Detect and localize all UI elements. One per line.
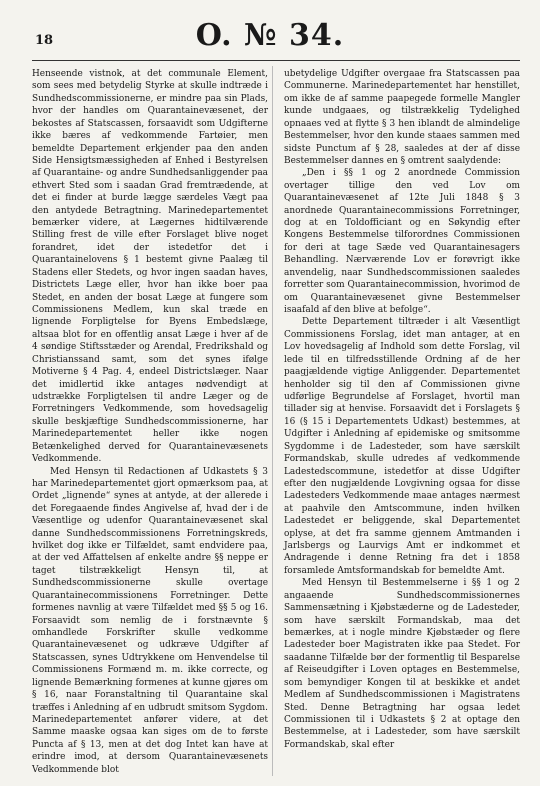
header-rule xyxy=(32,60,520,61)
paragraph: ubetydelige Udgifter overgaae fra Statscassen paa Communerne. Marinedepartementet har henstillet, om ikke de af samme paapegede formelle Mangler kunde undgaaes, og tilstrækkelig Tydelighed opnaaes ved at flytte § 3 hen iblandt de almindelige Bestemmelser, hvor den kunde staaes sammen med sidste Punctum af § 28, saaledes at der af disse Bestemmelser dannes en § omtrent saalydende: xyxy=(284,69,520,166)
page-heading: O. № 34. xyxy=(195,18,345,53)
column-divider xyxy=(272,66,273,776)
paragraph: Med Hensyn til Bestemmelserne i §§ 1 og 2 angaaende Sundhedscommissionernes Sammensætning i Kjøbstæderne og de Ladesteder, som have særskilt Formandskab, maa det bemærkes, at i nogle mindre Kjøbstæder og flere Ladesteder boer Magistraten ikke paa Stedet. For saadanne Tilfælde bør der formentlig til Besparelse af Reiseudgifter i Loven optages en Bestemmelse, som bemyndiger Kongen til at beskikke et andet Medlem af Sundhedscommissionen i Magistratens Sted. Denne Betragtning har ogsaa ledet Commissionen til i Udkastets § 2 at optage den Bestemmelse, at i Ladesteder, som have særskilt Formandskab, skal efter xyxy=(284,578,520,750)
paragraph: Med Hensyn til Redactionen af Udkastets § 3 har Marinedepartementet gjort opmærksom paa, at Ordet „lignende“ synes at antyde, at der allerede i det Foregaaende findes Angivelse af, hvad der i de Væsentlige og udenfor Quarantainevæsenet skal danne Sundhedscommissionens Forretningskreds, hvilket dog ikke er Tilfældet, samt endvidere paa, at der ved Affattelsen af enkelte andre §§ neppe er taget tilstrækkeligt Hensyn til, at Sundhedscommissionerne skulle overtage Quarantainecommissionens Forretninger. Dette formenes navnlig at være Tilfældet med §§ 5 og 16. Forsaavidt som nemlig de i forstnævnte § omhandlede Forskrifter skulle vedkomme Quarantainevæsenet og udkræve Udgifter af Statscassen, synes Udtrykkene om Henvendelse til Commissionens Formænd m. m. ikke correcte, og lignende Bemærkning formenes at kunne gjøres om § 16, naar Foranstaltning til Quarantaine skal træffes i Anledning af en udbrudt smitsom Sygdom. Marinedepartementet anfører videre, at det Samme maaske ogsaa kan siges om de to første Puncta af § 13, men at det dog Intet kan have at erindre imod, at dersom Quarantainevæsenets Vedkommende blot xyxy=(32,466,268,775)
right-column xyxy=(284,68,520,751)
quoted-provision: „Den i §§ 1 og 2 anordnede Commission overtager tillige den ved Lov om Quarantainevæsenet af 12te Juli 1848 § 3 anordnede Quarantainecommissions Forretninger, dog at en Toldofficiant og en Søkyndig efter Kongens Bestemmelse tilforordnes Commissionen for deri at tage Sæde ved Quarantainesagers Behandling. Nærværende Lov er forøvrigt ikke anvendelig, naar Sundhedscommissionen saaledes forretter som Quarantainecommission, hvorimod de om Quarantainevæsenet givne Bestemmelser isaafald af den blive at befolge“. xyxy=(284,168,520,316)
left-column xyxy=(32,68,268,776)
paragraph: Henseende vistnok, at det communale Element, som sees med betydelig Styrke at skulle indtræde i Sundhedscommissionerne, er mindre paa sin Plads, hvor der handles om Quarantainevæsenet, der bekostes af Statscassen, forsaavidt som Udgifterne ikke bæres af vedkommende Fartøier, men bemeldte Departement erkjender paa den anden Side Hensigtsmæssigheden af Enhed i Bestyrelsen af Quarantaine- og andre Sundhedsanliggender paa ethvert Sted som i saadan Grad fremtrædende, at det ei finder at burde lægge særdeles Vægt paa den antydede Betragtning. Marinedepartementet bemærker videre, at Lægernes hidtilværende Stilling frest de ville efter Forslaget blive noget forandret, idet der istedetfor det i Quarantainelovens § 1 bestemt givne Paalæg til Stadens eller Stedets, og hvor ingen saadan haves, Districtets Læge eller, hvor han ikke boer paa Stedet, en anden der bosat Læge at fungere som Commissionens Medlem, kun skal træde en lignende Forpligtelse for Byens Embedslæge, altsaa blot for en offentlig ansat Læge i hver af de 4 søndige Stiftsstæder og Arendal, Fredrikshald og Christianssand samt, som det synes ifølge Motiverne § 4 Pag. 4, endeel Districtslæger. Naar det imidlertid ikke antages nødvendigt at udstrække Forpligtelsen til andre Læger og de Forretningers Vedkommende, som hovedsagelig skulle beskjæftige Sundhedscommissionerne, har Marinedepartementet heller ikke nogen Betænkelighed derved for Quarantainevæsenets Vedkommende. xyxy=(32,69,268,465)
page-number: 18 xyxy=(35,33,54,48)
paragraph: Dette Departement tiltræder i alt Væsentligt Commissionens Forslag, idet man antager, at en Lov hovedsagelig af Indhold som dette Forslag, vil lede til en tilfredsstillende Ordning af de her paagjældende vigtige Anliggender. Departementet henholder sig til den af Commissionen givne udførlige Begrundelse af Forslaget, hvortil man tillader sig at henvise. Forsaavidt det i Forslagets § 16 (§ 15 i Departementets Udkast) bestemmes, at Udgifter i Anledning af epidemiske og smitsomme Sygdomme i de Ladesteder, som have særskilt Formandskab, skulle udredes af vedkommende Ladestedscommune, istedetfor at disse Udgifter efter den nugjældende Lovgivning ogsaa for disse Ladesteders Vedkommende maae antages nærmest at paahvile den Amtscommune, inden hvilken Ladestedet er beliggende, skal Departementet oplyse, at det fra samme gjennem Amtmanden i Jarlsbergs og Laurvigs Amt er indkommet et Andragende i denne Retning fra det i 1858 forsamlede Amtsformandskab for bemeldte Amt. xyxy=(284,317,520,576)
